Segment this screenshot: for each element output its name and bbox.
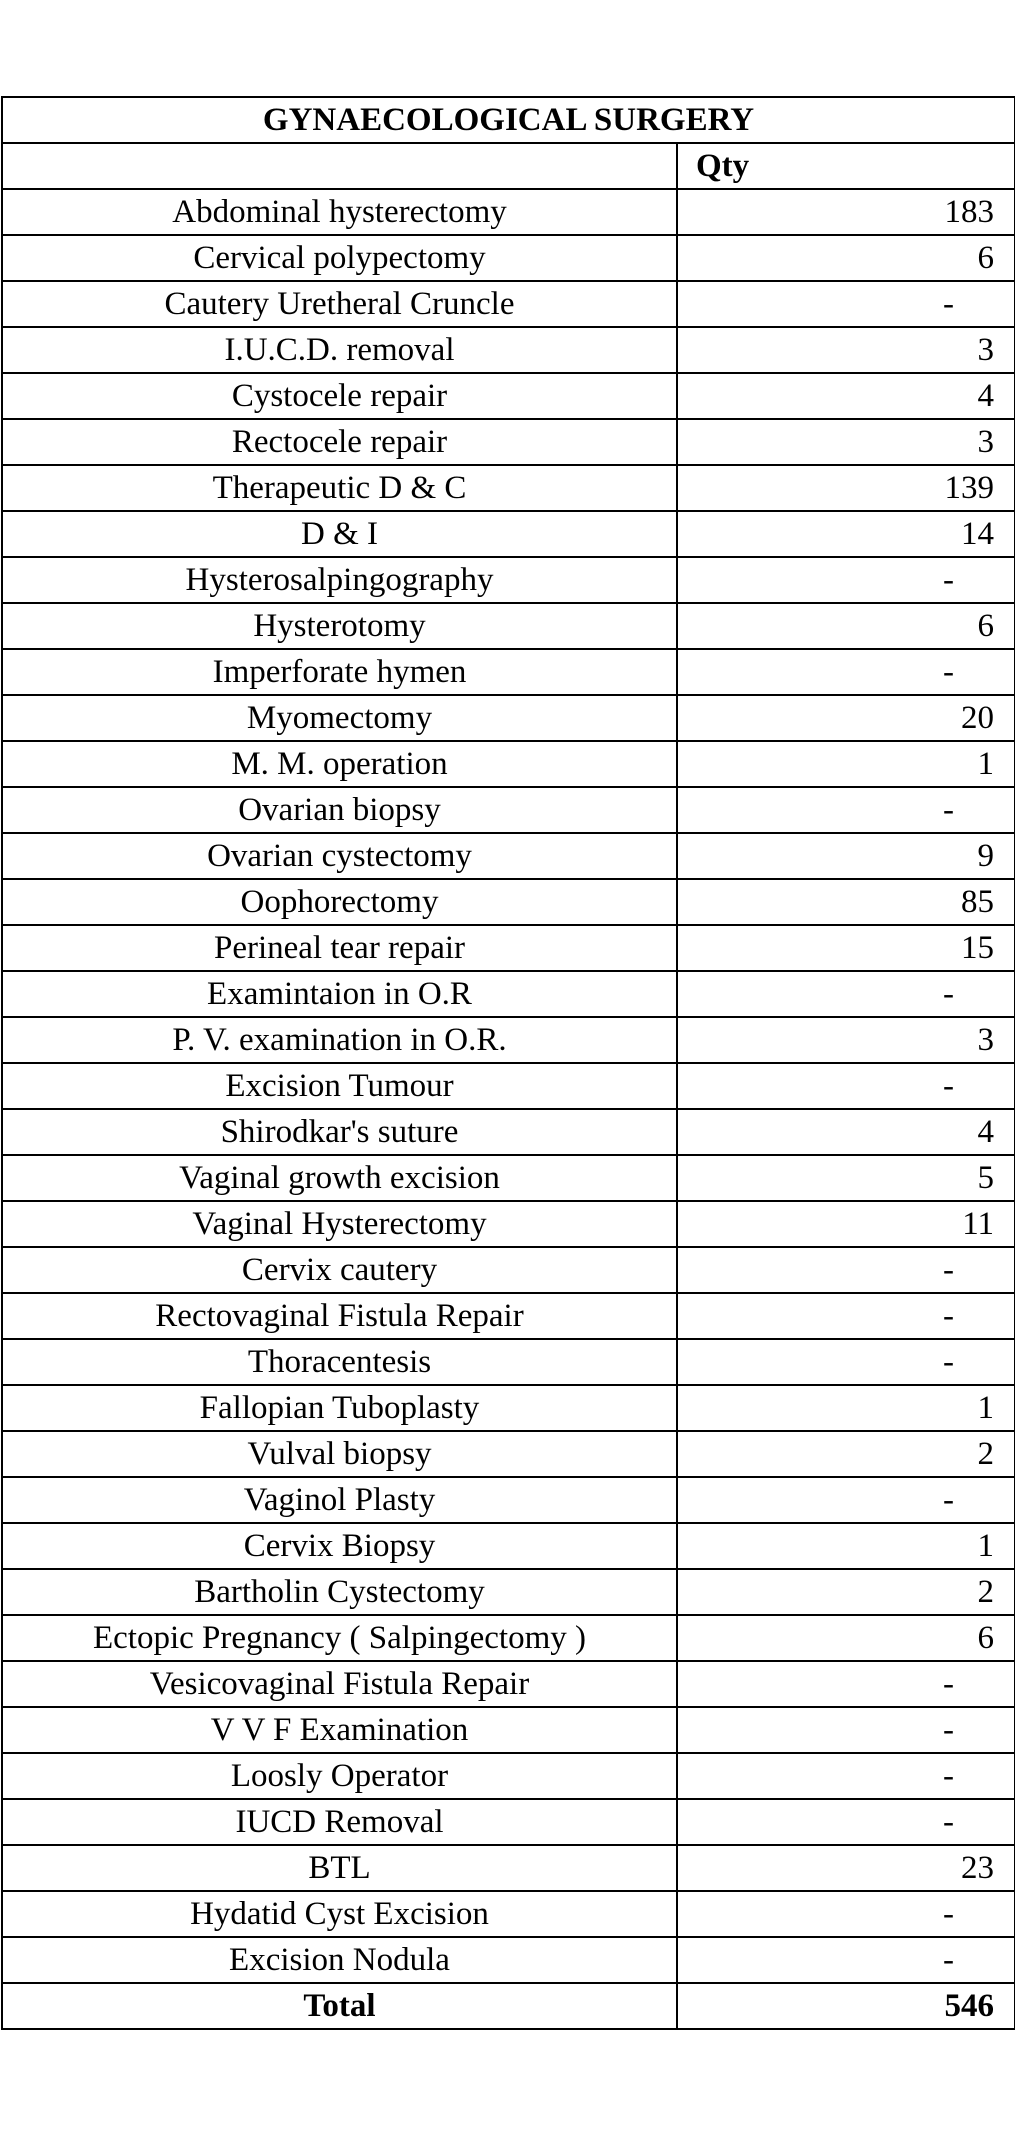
procedure-qty: 1 xyxy=(677,741,1015,787)
procedure-qty: - xyxy=(677,1799,1015,1845)
table-row xyxy=(2,189,1015,235)
table-row xyxy=(2,1753,1015,1799)
procedure-name: Vesicovaginal Fistula Repair xyxy=(2,1661,677,1707)
procedure-qty: 2 xyxy=(677,1431,1015,1477)
procedure-qty: 6 xyxy=(677,1615,1015,1661)
procedure-name: Excision Nodula xyxy=(2,1937,677,1983)
table-row xyxy=(2,327,1015,373)
procedure-qty: 14 xyxy=(677,511,1015,557)
procedure-qty: 5 xyxy=(677,1155,1015,1201)
table-row xyxy=(2,1707,1015,1753)
table-row xyxy=(2,1937,1015,1983)
procedure-name: Shirodkar's suture xyxy=(2,1109,677,1155)
procedure-qty: 4 xyxy=(677,1109,1015,1155)
table-row xyxy=(2,1661,1015,1707)
table-row xyxy=(2,1523,1015,1569)
procedure-qty: - xyxy=(677,1753,1015,1799)
table-row xyxy=(2,235,1015,281)
table-row xyxy=(2,833,1015,879)
procedure-qty: 9 xyxy=(677,833,1015,879)
table-row xyxy=(2,971,1015,1017)
procedure-name: Perineal tear repair xyxy=(2,925,677,971)
procedure-name: Ovarian biopsy xyxy=(2,787,677,833)
procedure-name: Hysterotomy xyxy=(2,603,677,649)
procedure-name: Imperforate hymen xyxy=(2,649,677,695)
procedure-qty: - xyxy=(677,1293,1015,1339)
procedure-qty: 3 xyxy=(677,419,1015,465)
procedure-qty: 1 xyxy=(677,1385,1015,1431)
procedure-name: M. M. operation xyxy=(2,741,677,787)
procedure-qty: 11 xyxy=(677,1201,1015,1247)
procedure-name: BTL xyxy=(2,1845,677,1891)
procedure-qty: - xyxy=(677,1247,1015,1293)
table-row xyxy=(2,557,1015,603)
procedure-name: Vaginal growth excision xyxy=(2,1155,677,1201)
procedure-qty: - xyxy=(677,1339,1015,1385)
procedure-name: I.U.C.D. removal xyxy=(2,327,677,373)
procedure-name: Loosly Operator xyxy=(2,1753,677,1799)
procedure-qty: - xyxy=(677,281,1015,327)
table-row xyxy=(2,1017,1015,1063)
table-row xyxy=(2,1247,1015,1293)
table-row xyxy=(2,1063,1015,1109)
table-row xyxy=(2,465,1015,511)
procedure-name: Oophorectomy xyxy=(2,879,677,925)
procedure-qty: 6 xyxy=(677,235,1015,281)
procedure-name: Rectovaginal Fistula Repair xyxy=(2,1293,677,1339)
procedure-name: Examintaion in O.R xyxy=(2,971,677,1017)
procedure-name: Myomectomy xyxy=(2,695,677,741)
table-row xyxy=(2,1891,1015,1937)
total-qty: 546 xyxy=(677,1983,1015,2029)
procedure-qty: 4 xyxy=(677,373,1015,419)
table-row xyxy=(2,741,1015,787)
procedure-qty: 6 xyxy=(677,603,1015,649)
title-row xyxy=(2,97,1015,143)
procedure-name: Vaginol Plasty xyxy=(2,1477,677,1523)
table-row xyxy=(2,419,1015,465)
procedure-qty: 2 xyxy=(677,1569,1015,1615)
table-title: GYNAECOLOGICAL SURGERY xyxy=(2,97,1015,143)
table-body xyxy=(2,97,1015,2029)
qty-column-header: Qty xyxy=(677,143,1015,189)
procedure-qty: 3 xyxy=(677,1017,1015,1063)
table-row xyxy=(2,1799,1015,1845)
table-row xyxy=(2,695,1015,741)
procedure-name: Abdominal hysterectomy xyxy=(2,189,677,235)
procedure-qty: - xyxy=(677,1937,1015,1983)
procedure-name: Vulval biopsy xyxy=(2,1431,677,1477)
procedure-qty: 20 xyxy=(677,695,1015,741)
table-row xyxy=(2,1431,1015,1477)
procedure-name: Cervix cautery xyxy=(2,1247,677,1293)
procedure-qty: - xyxy=(677,649,1015,695)
procedure-name: Bartholin Cystectomy xyxy=(2,1569,677,1615)
procedure-name: Cautery Uretheral Cruncle xyxy=(2,281,677,327)
procedure-column-header xyxy=(2,143,677,189)
total-label: Total xyxy=(2,1983,677,2029)
procedure-qty: 1 xyxy=(677,1523,1015,1569)
table-row xyxy=(2,1109,1015,1155)
total-row xyxy=(2,1983,1015,2029)
procedure-name: V V F Examination xyxy=(2,1707,677,1753)
procedure-qty: 85 xyxy=(677,879,1015,925)
table-row xyxy=(2,649,1015,695)
procedure-qty: 15 xyxy=(677,925,1015,971)
procedure-qty: - xyxy=(677,557,1015,603)
procedure-name: Rectocele repair xyxy=(2,419,677,465)
table-row xyxy=(2,1615,1015,1661)
table-row xyxy=(2,925,1015,971)
procedure-qty: 139 xyxy=(677,465,1015,511)
table-row xyxy=(2,1845,1015,1891)
procedure-qty: - xyxy=(677,787,1015,833)
procedure-qty: - xyxy=(677,1661,1015,1707)
table-row xyxy=(2,511,1015,557)
header-row xyxy=(2,143,1015,189)
procedure-name: Ectopic Pregnancy ( Salpingectomy ) xyxy=(2,1615,677,1661)
table-row xyxy=(2,1569,1015,1615)
procedure-qty: 3 xyxy=(677,327,1015,373)
table-row xyxy=(2,603,1015,649)
procedure-name: Thoracentesis xyxy=(2,1339,677,1385)
procedure-name: Fallopian Tuboplasty xyxy=(2,1385,677,1431)
table-row xyxy=(2,1201,1015,1247)
table-row xyxy=(2,1155,1015,1201)
procedure-name: IUCD Removal xyxy=(2,1799,677,1845)
procedure-qty: - xyxy=(677,1063,1015,1109)
procedure-name: Ovarian cystectomy xyxy=(2,833,677,879)
table-row xyxy=(2,787,1015,833)
table-row xyxy=(2,1385,1015,1431)
procedure-name: Cervical polypectomy xyxy=(2,235,677,281)
procedure-qty: - xyxy=(677,971,1015,1017)
procedure-name: Cystocele repair xyxy=(2,373,677,419)
procedure-qty: 23 xyxy=(677,1845,1015,1891)
procedure-name: D & I xyxy=(2,511,677,557)
procedure-qty: 183 xyxy=(677,189,1015,235)
table-row xyxy=(2,879,1015,925)
procedure-name: P. V. examination in O.R. xyxy=(2,1017,677,1063)
procedure-qty: - xyxy=(677,1707,1015,1753)
surgery-table xyxy=(1,96,1015,2030)
table-row xyxy=(2,1477,1015,1523)
procedure-name: Vaginal Hysterectomy xyxy=(2,1201,677,1247)
procedure-name: Hydatid Cyst Excision xyxy=(2,1891,677,1937)
procedure-name: Cervix Biopsy xyxy=(2,1523,677,1569)
table-row xyxy=(2,281,1015,327)
procedure-qty: - xyxy=(677,1477,1015,1523)
table-row xyxy=(2,1293,1015,1339)
procedure-name: Hysterosalpingography xyxy=(2,557,677,603)
procedure-name: Therapeutic D & C xyxy=(2,465,677,511)
table-row xyxy=(2,1339,1015,1385)
procedure-qty: - xyxy=(677,1891,1015,1937)
procedure-name: Excision Tumour xyxy=(2,1063,677,1109)
table-row xyxy=(2,373,1015,419)
